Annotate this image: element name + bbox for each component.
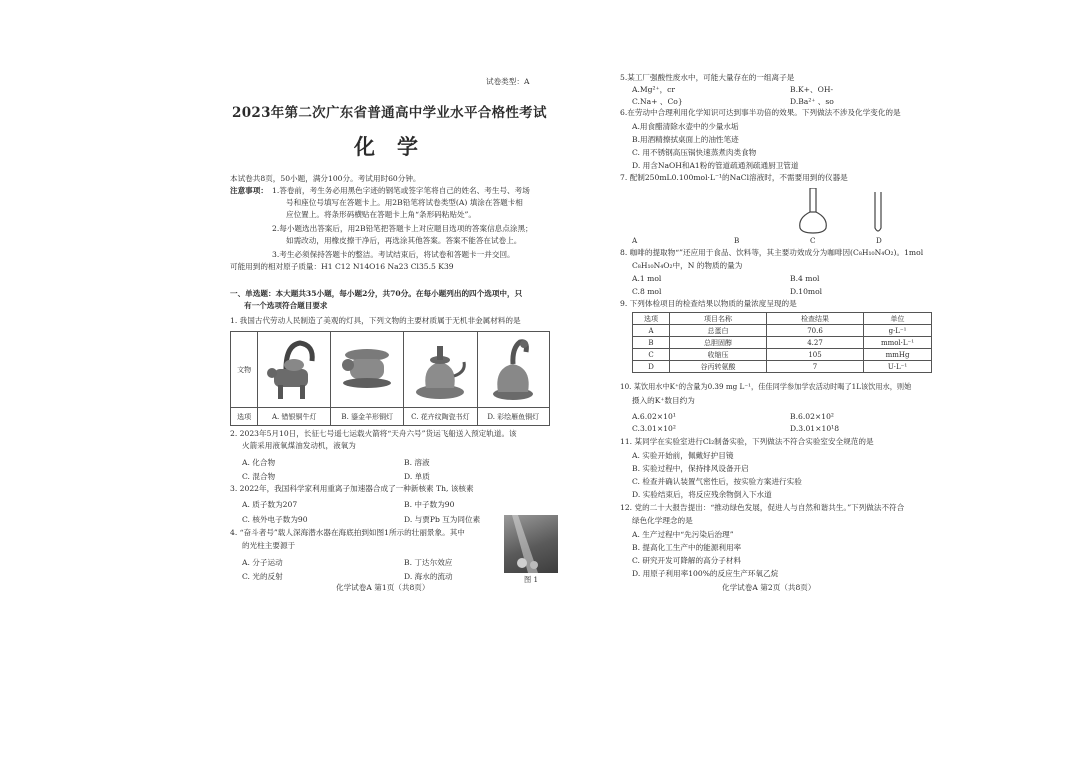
section-heading: 一、单选题：本大题共35小题，每小题2分，共70分。在每小题列出的四个选项中，只 [230,289,523,298]
page-footer: 化学试卷A 第2页（共8页） [722,583,816,592]
bronze-ox-lamp-icon [264,335,324,403]
exam-type: 试卷类型：A [486,77,530,86]
notes-label: 注意事项： [230,186,268,195]
question-4-cont: 的光柱主要源于 [242,541,296,550]
option-c: C. 混合物 [242,472,276,481]
note-line: 1.答卷前，考生务必用黑色字迹的钢笔或签字笔将自己的姓名、考生号、考场 [272,186,530,195]
question-6: 6.在劳动中合理利用化学知识可达到事半功倍的效果。下列做法不涉及化学变化的是 [620,108,901,117]
option-c: C.3.01×10² [632,424,676,433]
deep-sea-photo [504,515,558,573]
note-line: 号和座位号填写在答题卡上。用2B铅笔将试卷类型(A) 填涂在答题卡相 [286,198,523,207]
option-cell: B. 鎏金羊形铜灯 [331,408,404,426]
option-c: C. 用不锈钢高压锅快速蒸煮肉类食物 [632,148,757,157]
option-a: A. 化合物 [242,458,276,467]
table-cell: B [633,337,670,349]
table-cell: 谷丙转氨酸 [670,361,767,373]
apparatus-label: B [734,236,740,245]
option-b: B. 提高化工生产中的能源利用率 [632,543,742,552]
table-header: 项目名称 [670,313,767,325]
light-beam-icon [504,515,558,573]
volumetric-flask-icon [796,188,830,234]
exam-page-2 [618,0,944,764]
question-11: 11. 某同学在实验室进行Cl₂制备实验，下列做法不符合实验室安全规范的是 [620,437,874,446]
option-b: B.4 mol [790,274,820,283]
table-cell: U·L⁻¹ [864,361,932,373]
table-header: 检查结果 [767,313,864,325]
table-cell: 4.27 [767,337,864,349]
apparatus-label: D [876,236,882,245]
option-c: C. 光的反射 [242,572,283,581]
table-cell: 105 [767,349,864,361]
table-cell: 收缩压 [670,349,767,361]
option-a: A. 生产过程中“先污染后治理” [632,530,734,539]
table-header: 单位 [864,313,932,325]
table-cell: D [633,361,670,373]
option-d: D. 用原子利用率100%的反应生产环氧乙烷 [632,569,779,578]
option-c: C.8 mol [632,287,662,296]
option-b: B. 溶液 [404,458,430,467]
table-cell: mmHg [864,349,932,361]
artifact-image-c [404,332,477,408]
goose-fish-lamp-icon [486,334,540,404]
option-a: A. 质子数为207 [242,500,298,509]
option-c: C. 研究开发可降解的高分子材料 [632,556,742,565]
note-line: 应位置上。将条形码横贴在答题卡上角“条形码粘贴处”。 [286,210,477,219]
table-cell: A [633,325,670,337]
table-row [633,361,932,373]
option-b: B.用酒精擦拭桌面上的油性笔迹 [632,135,739,144]
artifact-table [230,331,550,426]
note-line: 3.考生必须保持答题卡的整洁。考试结束后，将试卷和答题卡一并交回。 [272,250,515,259]
test-tube-icon [872,192,884,234]
question-8-cont: C₈H₁₀N₄O₂中，N 的物质的量为 [632,261,743,270]
option-cell: A. 错银铜牛灯 [258,408,331,426]
option-cell: D. 彩绘雁鱼铜灯 [477,408,549,426]
page-footer: 化学试卷A 第1页（共8页） [336,583,430,592]
apparatus-label: A [632,236,638,245]
option-a: A.Mg²⁺，cr [632,85,676,94]
exam-title: 2023年第二次广东省普通高中学业水平合格性考试 [232,105,547,121]
section-heading-cont: 有一个选项符合题目要求 [244,301,328,310]
option-b: B.6.02×10² [790,412,834,421]
option-b: B. 实验过程中，保持排风设备开启 [632,464,749,473]
option-d: D.10mol [790,287,823,296]
option-a: A.用食醋清除水壶中的少量水垢 [632,122,739,131]
table-cell: 总胆固醇 [670,337,767,349]
option-d: D. 海水的流动 [404,572,453,581]
question-10-cont: 摄入的K⁺数目约为 [632,396,695,405]
table-cell: 7 [767,361,864,373]
option-c: C. 核外电子数为90 [242,515,308,524]
question-4: 4. “奋斗者号”载人深海潜水器在海底拍到如图1所示的壮丽景象。其中 [230,528,465,537]
intro-text: 本试卷共8页，50小题，满分100分。考试用时60分钟。 [230,174,421,183]
question-5: 5.某工厂强酸性废水中，可能大量存在的一组离子是 [620,73,795,82]
note-line: 2.每小题选出答案后，用2B铅笔把答题卡上对应题目选项的答案信息点涂黑； [272,224,533,233]
artifact-image-a [258,332,331,408]
atomic-mass-line: 可能用到的相对原子质量：H1 C12 N14O16 Na23 Cl35.5 K39 [230,262,454,271]
question-3: 3. 2022年，我国科学家利用重离子加速器合成了一种新核素 Th, 该核素 [230,484,474,493]
subject-title: 化学 [354,134,440,159]
option-d: D. 单质 [404,472,430,481]
apparatus-label: C [810,236,816,245]
artifact-image-b [331,332,404,408]
artifact-image-d [477,332,549,408]
option-c: C. 检查并确认装置气密性后，按实验方案进行实验 [632,477,802,486]
exam-page-1 [228,0,566,764]
option-cell: C. 花卉纹陶瓷书灯 [404,408,477,426]
option-d: D.Ba²⁺ 、so [790,97,834,106]
question-2-cont: 火箭采用液氧煤油发动机，液氧为 [242,441,356,450]
option-c: C.Na+ 、Co} [632,97,683,106]
table-cell: mmol·L⁻¹ [864,337,932,349]
table-row-label: 文物 [231,332,258,408]
question-12: 12. 党的二十大报告提出：“推动绿色发展，促进人与自然和谐共生。”下列做法不符合 [620,503,905,512]
table-row [633,337,932,349]
question-9: 9. 下列体检项目的检查结果以物质的量浓度呈现的是 [620,299,797,308]
option-a: A.1 mol [632,274,662,283]
table-header: 选项 [633,313,670,325]
table-row [633,325,932,337]
option-d: D.3.01×10¹8 [790,424,840,433]
question-2: 2. 2023年5月10日，长征七号遥七运载火箭将“天舟六号”货运飞船送入预定轨道。该 [230,429,517,438]
question-1: 1. 我国古代劳动人民制造了美观的灯具，下列文物的主要材质属于无机非金属材料的是 [230,316,521,325]
option-d: D. 用含NaOH和A1粉的管道疏通剂疏通厨卫管道 [632,161,799,170]
table-cell: g·L⁻¹ [864,325,932,337]
table-cell: 70.6 [767,325,864,337]
option-a: A. 分子运动 [242,558,283,567]
table-cell: C [633,349,670,361]
option-a: A. 实验开始前，佩戴好护目镜 [632,451,734,460]
question-7: 7. 配制250mL0.100mol·L⁻¹的NaCl溶液时，不需要用到的仪器是 [620,173,848,182]
option-a: A.6.02×10¹ [632,412,676,421]
question-8: 8. 咖啡的提取物“”还应用于食品、饮料等，其主要功效成分为咖啡因(C₈H₁₀N₄O₂)。1mol [620,248,924,257]
option-b: B. 中子数为90 [404,500,455,509]
table-row [633,349,932,361]
option-d: D. 与贾Pb 互为同位素 [404,515,481,524]
table-row-label: 选项 [231,408,258,426]
medical-test-table [632,312,932,373]
question-12-cont: 绿色化学理念的是 [632,516,693,525]
table-cell: 总蛋白 [670,325,767,337]
option-d: D. 实验结束后，将反应残余物倒入下水道 [632,490,772,499]
note-line: 如需改动，用橡皮擦干净后，再选涂其他答案。答案不能答在试卷上。 [286,236,522,245]
question-10: 10. 某饮用水中K⁺的含量为0.39 mg L⁻¹，佳佳同学参加学农活动时喝了1L该饮用水，则她 [620,382,912,391]
figure-label: 图 1 [524,575,539,584]
ceramic-book-lamp-icon [408,336,472,402]
option-b: B. 丁达尔效应 [404,558,453,567]
option-b: B.K+、OH- [790,85,834,94]
gilt-sheep-lamp-icon [336,339,398,399]
